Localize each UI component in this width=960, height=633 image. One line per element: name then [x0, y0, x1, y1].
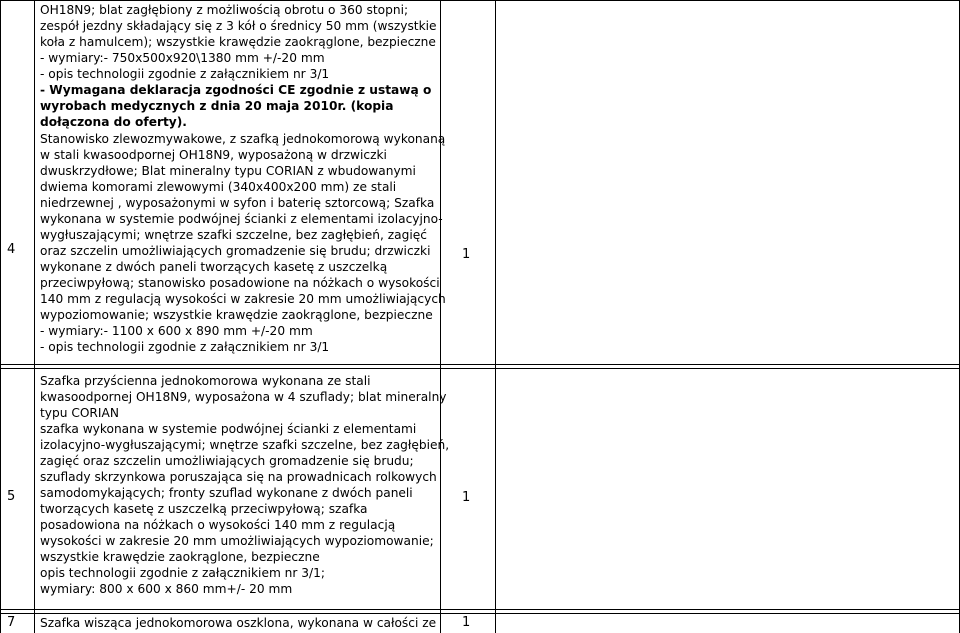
item-description [40, 2, 437, 130]
quantity: 1 [462, 615, 471, 630]
description-line: - opis technologii zgodnie z załącznikiem nr 3/1 [40, 67, 330, 81]
description-line: samodomykających; fronty szuflad wykonane z dwóch paneli [40, 486, 413, 500]
item-description [40, 373, 449, 597]
ce-declaration-line: dołączona do oferty). [40, 115, 187, 129]
description-line: 140 mm z regulacją wysokości w zakresie 20 mm umożliwiających [40, 292, 446, 306]
description-line: dwiema komorami zlewowymi (340x400x200 mm) ze stali [40, 180, 397, 194]
row-number: 5 [7, 489, 16, 504]
description-line: przeciwpyłową; stanowisko posadowione na nóżkach o wysokości [40, 276, 440, 290]
description-line: tworzących kasetę z uszczelką przeciwpyłową; szafka [40, 502, 368, 516]
description-line: koła z hamulcem); wszystkie krawędzie zaokrąglone, bezpieczne [40, 35, 436, 49]
description-line: zagięć oraz szczelin umożliwiających gromadzenie się brudu; [40, 454, 414, 468]
description-line: wykonana w systemie podwójnej ścianki z elementami izolacyjno- [40, 212, 443, 226]
description-line: niedrzewnej , wyposażonymi w syfon i baterię sztorcową; Szafka [40, 196, 435, 210]
ce-declaration-line: - Wymagana deklaracja zgodności CE zgodnie z ustawą o [40, 83, 432, 97]
description-line: Szafka przyścienna jednokomorowa wykonana ze stali [40, 374, 371, 388]
item-description: Szafka wisząca jednokomorowa oszklona, wykonana w całości ze [40, 616, 437, 630]
row-divider [0, 364, 960, 365]
row-divider [0, 609, 960, 610]
description-line: szuflady skrzynkowa poruszająca się na prowadnicach rolkowych [40, 470, 437, 484]
description-line: oraz szczelin umożliwiających gromadzenie się brudu; drzwiczki [40, 244, 431, 258]
table-border-top [0, 0, 960, 1]
row-divider [0, 613, 960, 614]
description-line: posadowiona na nóżkach o wysokości 140 mm z regulacją [40, 518, 396, 532]
description-line: kwasoodpornej OH18N9, wyposażona w 4 szuflady; blat mineralny [40, 390, 447, 404]
description-line: wszystkie krawędzie zaokrąglone, bezpieczne [40, 550, 320, 564]
description-line: w stali kwasoodpornej OH18N9, wyposażoną w drzwiczki [40, 148, 387, 162]
description-line: - wymiary:- 1100 x 600 x 890 mm +/-20 mm [40, 324, 313, 338]
row-number: 7 [7, 615, 16, 630]
description-line: OH18N9; blat zagłębiony z możliwością obrotu o 360 stopni; [40, 3, 409, 17]
column-divider [34, 0, 35, 633]
description-line: opis technologii zgodnie z załącznikiem nr 3/1; [40, 566, 326, 580]
description-line: - wymiary:- 750x500x920\1380 mm +/-20 mm [40, 51, 325, 65]
description-line: wypoziomowanie; wszystkie krawędzie zaokrąglone, bezpieczne [40, 308, 433, 322]
column-divider [495, 0, 496, 633]
row-number: 4 [7, 242, 16, 257]
item-description [40, 131, 446, 355]
description-line: szafka wykonana w systemie podwójnej ścianki z elementami [40, 422, 417, 436]
row-divider [0, 368, 960, 369]
description-line: dwuskrzydłowe; Blat mineralny typu CORIAN z wbudowanymi [40, 164, 416, 178]
description-line: izolacyjno-wygłuszającymi; wnętrze szafki szczelne, bez zagłębień, [40, 438, 450, 452]
description-line: typu CORIAN [40, 406, 119, 420]
description-line: - opis technologii zgodnie z załącznikiem nr 3/1 [40, 340, 330, 354]
description-line: wykonane z dwóch paneli tworzących kasetę z uszczelką [40, 260, 388, 274]
description-line: wygłuszającymi; wnętrze szafki szczelne, bez zagłębień, zagięć [40, 228, 427, 242]
description-line: zespół jezdny składający się z 3 kół o średnicy 50 mm (wszystkie [40, 19, 437, 33]
ce-declaration-line: wyrobach medycznych z dnia 20 maja 2010r. (kopia [40, 99, 394, 113]
column-divider [0, 0, 1, 633]
quantity: 1 [462, 247, 471, 262]
description-line: wysokości w zakresie 20 mm umożliwiających wypoziomowanie; [40, 534, 434, 548]
quantity: 1 [462, 490, 471, 505]
description-line: Stanowisko zlewozmywakowe, z szafką jednokomorową wykonaną [40, 132, 446, 146]
description-line: wymiary: 800 x 600 x 860 mm+/- 20 mm [40, 582, 293, 596]
